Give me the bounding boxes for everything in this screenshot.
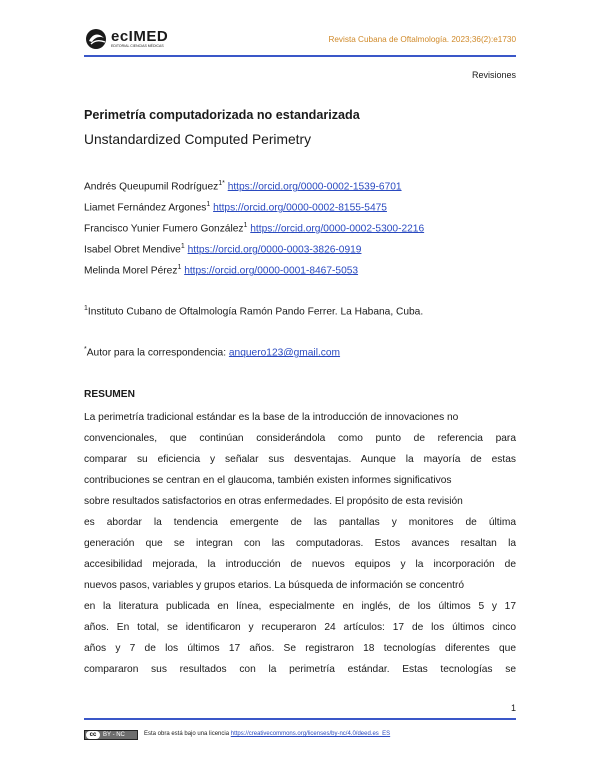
orcid-link[interactable]: https://orcid.org/0000-0002-1539-6701 [227,181,402,193]
license-statement [144,731,390,737]
abstract-line: convencionales, que continúan considerándola como punto de referencia para [84,433,516,444]
abstract-line: contribuciones se centran en el glaucoma, también existen informes significativos [84,475,452,486]
author-line [84,243,361,255]
abstract-line: sobre resultados satisfactorios en otras enfermedades. El propósito de esta revisión [84,496,463,507]
license-label: Esta obra está bajo una licencia [144,731,231,737]
orcid-link[interactable]: https://orcid.org/0000-0002-5300-2216 [250,223,425,235]
author-affiliation-mark: 1 [180,243,185,250]
correspondence-mark: * [84,346,87,353]
correspondence [84,346,340,358]
email-link[interactable]: anquero123@gmail.com [228,347,341,359]
author-affiliation-mark: 1 [243,222,248,229]
cc-license-badge-icon[interactable] [84,730,138,740]
abstract-line: es abordar la tendencia emergente de las pantallas y monitores de última [84,517,516,528]
abstract-line: nuevos pasos, variables y grupos etarios. La búsqueda de información se concentró [84,580,464,591]
author-name: Melinda Morel Pérez [84,265,178,277]
ecimed-logo-icon [84,27,112,51]
abstract-line: comparar su eficiencia y señalar sus desventajas. Aunque la mayoría de estas [84,454,516,465]
author-name: Liamet Fernández Argones [84,202,207,214]
affiliation [84,305,423,317]
author-line [84,180,402,192]
abstract-line: años. En total, se identificaron y recuperaron 24 artículos: 17 de los últimos cinco [84,622,516,633]
author-name: Isabel Obret Mendive [84,244,181,256]
logo-wordmark: ecIMED [111,28,169,45]
author-name: Francisco Yunier Fumero González [84,223,244,235]
footer-divider [84,718,516,720]
cc-badge-text: BY - NC [103,732,125,738]
abstract-line: accesibilidad mejorada, la introducción de nuevos equipos y la incorporación de [84,559,516,570]
abstract-line: La perimetría tradicional estándar es la base de la introducción de innovaciones no [84,412,459,423]
orcid-link[interactable]: https://orcid.org/0000-0002-8155-5475 [213,202,387,214]
abstract-body [84,407,516,680]
title-spanish: Perimetría computadorizada no estandarizada [84,108,360,122]
author-affiliation-mark: 1 [177,264,182,271]
abstract-line: compararon sus resultados con la perimetría estándar. Estas tecnologías se [84,664,516,675]
author-line [84,264,358,276]
cc-symbol: cc [86,731,100,739]
author-affiliation-mark: 1* [218,180,225,187]
header-divider [84,55,516,57]
journal-reference: Revista Cubana de Oftalmología. 2023;36(2):e1730 [328,35,516,44]
affiliation-text: Instituto Cubano de Oftalmología Ramón Pando Ferrer. La Habana, Cuba. [87,306,424,318]
title-english: Unstandardized Computed Perimetry [84,132,311,147]
orcid-link[interactable]: https://orcid.org/0000-0003-3826-0919 [187,244,362,256]
abstract-line: en la literatura publicada en línea, especialmente en inglés, de los últimos 5 y 17 [84,601,516,612]
section-label: Revisiones [471,70,516,80]
affiliation-mark: 1 [84,305,88,312]
abstract-line: años y 7 de los últimos 17 años. Se registraron 18 tecnologías diferentes que [84,643,516,654]
logo-tagline: EDITORIAL CIENCIAS MÉDICAS [111,44,164,48]
author-name: Andrés Queupumil Rodríguez [84,181,219,193]
author-affiliation-mark: 1 [206,201,211,208]
page-number: 1 [511,703,517,713]
correspondence-label: Autor para la correspondencia: [86,347,229,359]
author-line [84,201,387,213]
publisher-logo [84,27,174,51]
abstract-line: generación que se integran con las computadoras. Estos avances resaltan la [84,538,516,549]
author-line [84,222,424,234]
abstract-heading: RESUMEN [84,389,135,400]
license-link[interactable]: https://creativecommons.org/licenses/by-nc/4.0/deed.es_ES [230,731,391,737]
orcid-link[interactable]: https://orcid.org/0000-0001-8467-5053 [184,265,359,277]
